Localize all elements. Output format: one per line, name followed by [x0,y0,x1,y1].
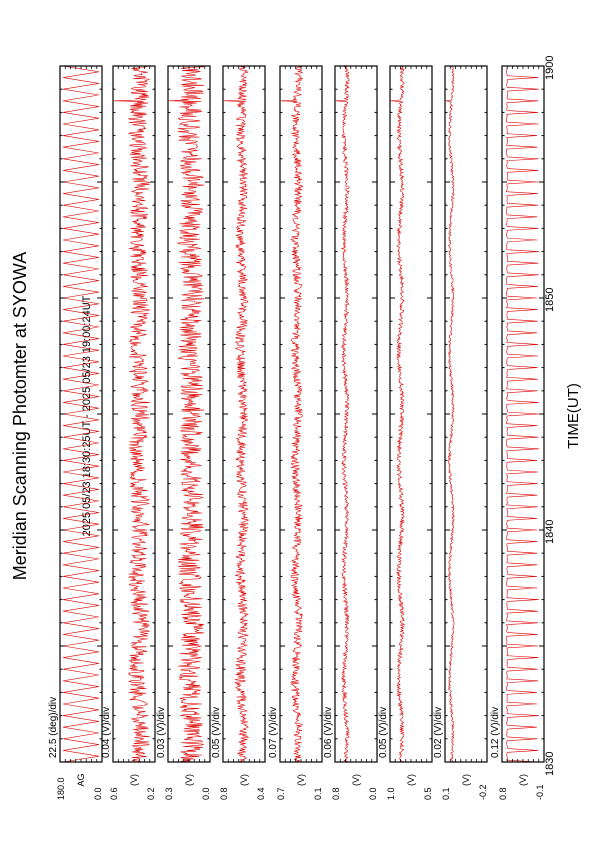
time-tick-label: 1830 [544,751,556,776]
channel-label: (V) [239,774,249,786]
tick-label-high: 0.3 [164,787,174,800]
scale-label: 0.06 (V)/div [323,706,334,758]
scale-label: 0.02 (V)/div [433,706,444,758]
tick-label-high: 0.8 [498,787,508,800]
panel-frame [168,66,210,762]
scale-label: 22.5 (deg)/div [48,696,59,758]
channel-label: (V) [518,774,528,786]
tick-label-low: 0.4 [256,787,266,800]
trace-3 [169,66,205,762]
panel-frame [113,66,155,762]
scale-label: 0.05 (V)/div [378,706,389,758]
channel-label: (V) [351,774,361,786]
channel-label: (V) [461,774,471,786]
tick-label-low: 0.0 [368,787,378,800]
tick-label-high: 0.6 [109,787,119,800]
channel-label: (V) [296,774,306,786]
tick-label-high: 0.7 [276,787,286,800]
scale-label: 0.03 (V)/div [156,706,167,758]
panel-3 [156,66,211,800]
tick-label-low: 0.2 [146,787,156,800]
x-axis-label: TIME(UT) [565,383,582,449]
panel-5 [268,66,323,800]
scale-label: 0.04 (V)/div [101,706,112,758]
tick-label-low: 0.5 [423,787,433,800]
time-axis [544,56,556,776]
chart-title: Meridian Scanning Photomter at SYOWA [10,251,30,581]
trace-9 [506,68,539,762]
chart-subtitle: 2025 05/23 18:30:25UT - 2025 05/23 19:00:24UT [81,295,93,537]
panel-1 [48,66,103,800]
panel-6 [323,66,378,800]
channel-label: (V) [406,774,416,786]
tick-label-high: 0.1 [441,787,451,800]
panel-frame [390,66,432,762]
panel-frame [335,66,377,762]
panel-group [48,66,545,800]
time-tick-label: 1850 [544,287,556,312]
tick-label-low: 0.0 [93,787,103,800]
tick-label-high: 180.0 [56,777,66,800]
channel-label: AG [76,773,86,787]
time-tick-label: 1840 [544,519,556,544]
panel-frame [445,66,487,762]
scale-label: 0.05 (V)/div [211,706,222,758]
tick-label-high: 1.0 [386,787,396,800]
panel-4 [211,66,266,800]
panel-2 [101,66,156,800]
time-tick-label: 1900 [544,55,556,80]
panel-8 [433,66,488,800]
channel-label: (V) [129,774,139,786]
trace-2 [114,66,150,762]
tick-label-low: 0.0 [201,787,211,800]
channel-label: (V) [184,774,194,786]
tick-label-low: -0.2 [478,784,488,800]
panel-7 [378,66,433,800]
tick-label-high: 0.8 [219,787,229,800]
tick-label-low: -0.1 [535,784,545,800]
scale-label: 0.12 (V)/div [490,706,501,758]
panel-9 [490,66,545,800]
scale-label: 0.07 (V)/div [268,706,279,758]
tick-label-low: 0.1 [313,787,323,800]
panel-frame [280,66,322,762]
tick-label-high: 0.8 [331,787,341,800]
